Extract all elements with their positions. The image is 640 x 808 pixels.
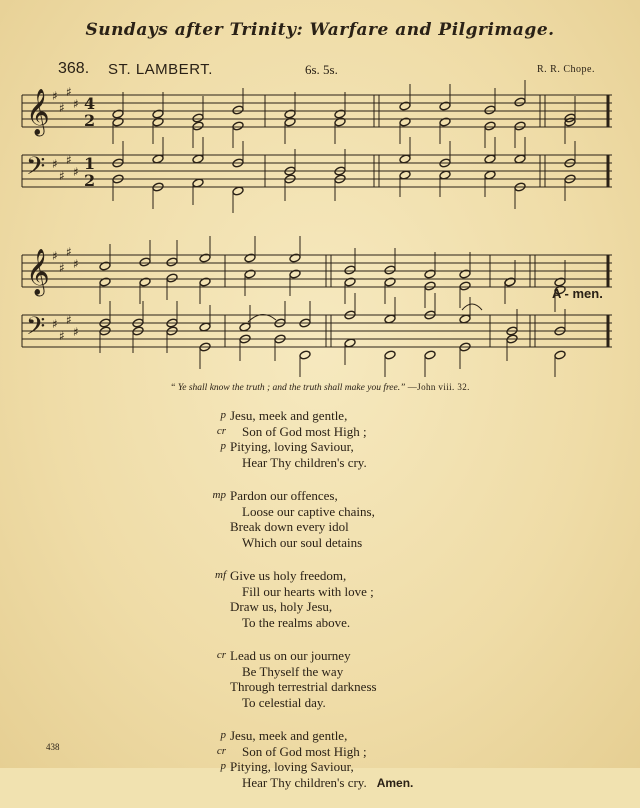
note-head: [484, 121, 496, 131]
note-head: [514, 97, 526, 107]
note-head: [139, 277, 151, 287]
note-head: [424, 281, 436, 291]
note-head: [192, 121, 204, 131]
notes: [99, 80, 576, 377]
treble-clef-icon: 𝄞: [26, 249, 50, 295]
staff-system-1: [22, 85, 612, 190]
note-head: [459, 281, 471, 291]
dynamic-marking: mp: [212, 489, 226, 501]
verse-line: [0, 584, 640, 600]
note-head: [439, 101, 451, 111]
note-head: [384, 314, 396, 324]
lyric-text: Lead us on our journey: [230, 648, 351, 663]
dynamic-marking: p: [220, 760, 226, 772]
note-head: [192, 154, 204, 164]
note-head: [439, 117, 451, 127]
note-head: [192, 178, 204, 188]
verse-line: [0, 664, 640, 680]
lyric-text: Fill our hearts with love ;: [242, 583, 374, 599]
amen: Amen.: [376, 775, 414, 790]
note-head: [99, 261, 111, 271]
tie: [248, 314, 276, 322]
sharp-icon: ♯: [66, 153, 72, 167]
note-head: [152, 109, 164, 119]
note-head: [334, 117, 346, 127]
dynamic-marking: cr: [216, 649, 226, 661]
lyric-text: Pitying, loving Saviour,: [230, 439, 354, 454]
verse-line: [0, 488, 640, 504]
dynamic-marking: cr: [216, 424, 226, 437]
time-signature: 1: [84, 154, 96, 173]
hymn-number: 368.: [58, 60, 90, 77]
lyric-text: Pitying, loving Saviour,: [230, 759, 354, 774]
sharp-icon: ♯: [73, 325, 79, 339]
sharp-icon: ♯: [52, 89, 58, 103]
time-signature: 2: [84, 111, 96, 130]
note-head: [384, 277, 396, 287]
sharp-icon: ♯: [52, 317, 58, 331]
note-head: [399, 170, 411, 180]
sharp-icon: ♯: [52, 249, 58, 263]
note-head: [232, 186, 244, 196]
note-head: [424, 350, 436, 360]
lyric-text: Son of God most High ;: [242, 423, 367, 439]
dynamic-marking: mf: [215, 569, 226, 581]
verse-line: [0, 648, 640, 664]
sharp-icon: ♯: [59, 169, 65, 183]
note-head: [284, 109, 296, 119]
hymn-verses: [0, 408, 640, 808]
note-head: [232, 121, 244, 131]
note-head: [344, 265, 356, 275]
verse-line: [0, 424, 640, 440]
note-head: [199, 322, 211, 332]
verse-line: [0, 775, 640, 791]
epigraph-quote: “ Ye shall know the truth ; and the truth shall make you free.”: [170, 383, 406, 393]
note-head: [192, 113, 204, 123]
time-signature: 2: [84, 171, 96, 190]
note-head: [514, 121, 526, 131]
lyric-text: Give us holy freedom,: [230, 568, 347, 583]
time-signature: 4: [84, 94, 96, 113]
verse-line: [0, 695, 640, 711]
sharp-icon: ♯: [59, 101, 65, 115]
note-head: [244, 253, 256, 263]
dynamic-marking: p: [220, 409, 226, 421]
note-head: [384, 265, 396, 275]
note-head: [459, 314, 471, 324]
lyric-text: Jesu, meek and gentle,: [230, 728, 348, 743]
sharp-icon: ♯: [66, 245, 72, 259]
note-head: [199, 253, 211, 263]
note-head: [244, 269, 256, 279]
page-header: Sundays after Trinity: Warfare and Pilgrimage.: [85, 20, 555, 40]
composer: R. R. Chope.: [537, 64, 595, 75]
lyric-text: Loose our captive chains,: [242, 503, 375, 519]
note-head: [334, 109, 346, 119]
note-head: [459, 269, 471, 279]
note-head: [344, 338, 356, 348]
lyric-text: To celestial day.: [242, 694, 326, 710]
lyric-text: Break down every idol: [230, 519, 349, 534]
note-head: [399, 117, 411, 127]
epigraph-reference: —John viii. 32.: [407, 382, 470, 392]
sharp-icon: ♯: [66, 85, 72, 99]
tie: [462, 304, 482, 310]
sharp-icon: ♯: [73, 257, 79, 271]
note-head: [152, 154, 164, 164]
verse-line: [0, 439, 640, 455]
note-head: [484, 105, 496, 115]
lyric-text: To the realms above.: [242, 614, 351, 630]
note-head: [289, 269, 301, 279]
note-head: [384, 350, 396, 360]
sharp-icon: ♯: [59, 329, 65, 343]
verse-line: [0, 519, 640, 535]
verse-line: [0, 744, 640, 760]
tune-name: ST. LAMBERT.: [108, 61, 213, 78]
bass-clef-icon: 𝄢: [26, 152, 46, 187]
note-head: [289, 253, 301, 263]
note-head: [99, 277, 111, 287]
lyric-text: Jesu, meek and gentle,: [230, 408, 348, 423]
verse: [0, 488, 640, 550]
epigraph: [0, 382, 640, 393]
note-head: [199, 277, 211, 287]
treble-clef-icon: 𝄞: [26, 89, 50, 135]
lyric-text: Hear Thy children's cry. Amen.: [242, 774, 414, 790]
note-head: [284, 117, 296, 127]
note-head: [484, 154, 496, 164]
verse-line: [0, 599, 640, 615]
verse: [0, 408, 640, 470]
dynamic-marking: p: [220, 440, 226, 452]
note-head: [166, 257, 178, 267]
verse: [0, 728, 640, 790]
verse-line: [0, 504, 640, 520]
lyric-text: Which our soul detains: [242, 534, 363, 550]
verse-line: [0, 408, 640, 424]
note-head: [399, 101, 411, 111]
verse-line: [0, 568, 640, 584]
lyric-text: Pardon our offences,: [230, 488, 338, 503]
dynamic-marking: cr: [216, 744, 226, 757]
verse: [0, 648, 640, 710]
verse-line: [0, 728, 640, 744]
note-head: [166, 273, 178, 283]
sharp-icon: ♯: [52, 157, 58, 171]
page-number: 438: [46, 742, 60, 752]
music-score: [0, 0, 640, 380]
verse-line: [0, 535, 640, 551]
lyric-text: Hear Thy children's cry.: [242, 454, 367, 470]
treble-staff: [22, 85, 612, 137]
meter: 6s. 5s.: [305, 62, 338, 77]
note-head: [504, 277, 516, 287]
note-head: [152, 117, 164, 127]
bass-clef-icon: 𝄢: [26, 312, 46, 347]
note-head: [344, 277, 356, 287]
note-head: [484, 170, 496, 180]
note-head: [232, 105, 244, 115]
verse: [0, 568, 640, 630]
note-head: [399, 154, 411, 164]
verse-line: [0, 679, 640, 695]
amen-lyric: A - men.: [552, 286, 603, 301]
note-head: [112, 109, 124, 119]
lyric-text: Through terrestrial darkness: [230, 679, 377, 694]
sharp-icon: ♯: [66, 313, 72, 327]
verse-line: [0, 759, 640, 775]
note-head: [424, 269, 436, 279]
dynamic-marking: p: [220, 729, 226, 741]
lyric-text: Son of God most High ;: [242, 743, 367, 759]
note-head: [112, 117, 124, 127]
note-head: [514, 154, 526, 164]
sharp-icon: ♯: [73, 165, 79, 179]
note-head: [439, 170, 451, 180]
sharp-icon: ♯: [59, 261, 65, 275]
verse-line: [0, 615, 640, 631]
lyric-text: Draw us, holy Jesu,: [230, 599, 333, 614]
note-head: [239, 322, 251, 332]
note-head: [299, 350, 311, 360]
note-head: [139, 257, 151, 267]
verse-line: [0, 455, 640, 471]
note-head: [554, 350, 566, 360]
sharp-icon: ♯: [73, 97, 79, 111]
lyric-text: Be Thyself the way: [242, 663, 344, 679]
